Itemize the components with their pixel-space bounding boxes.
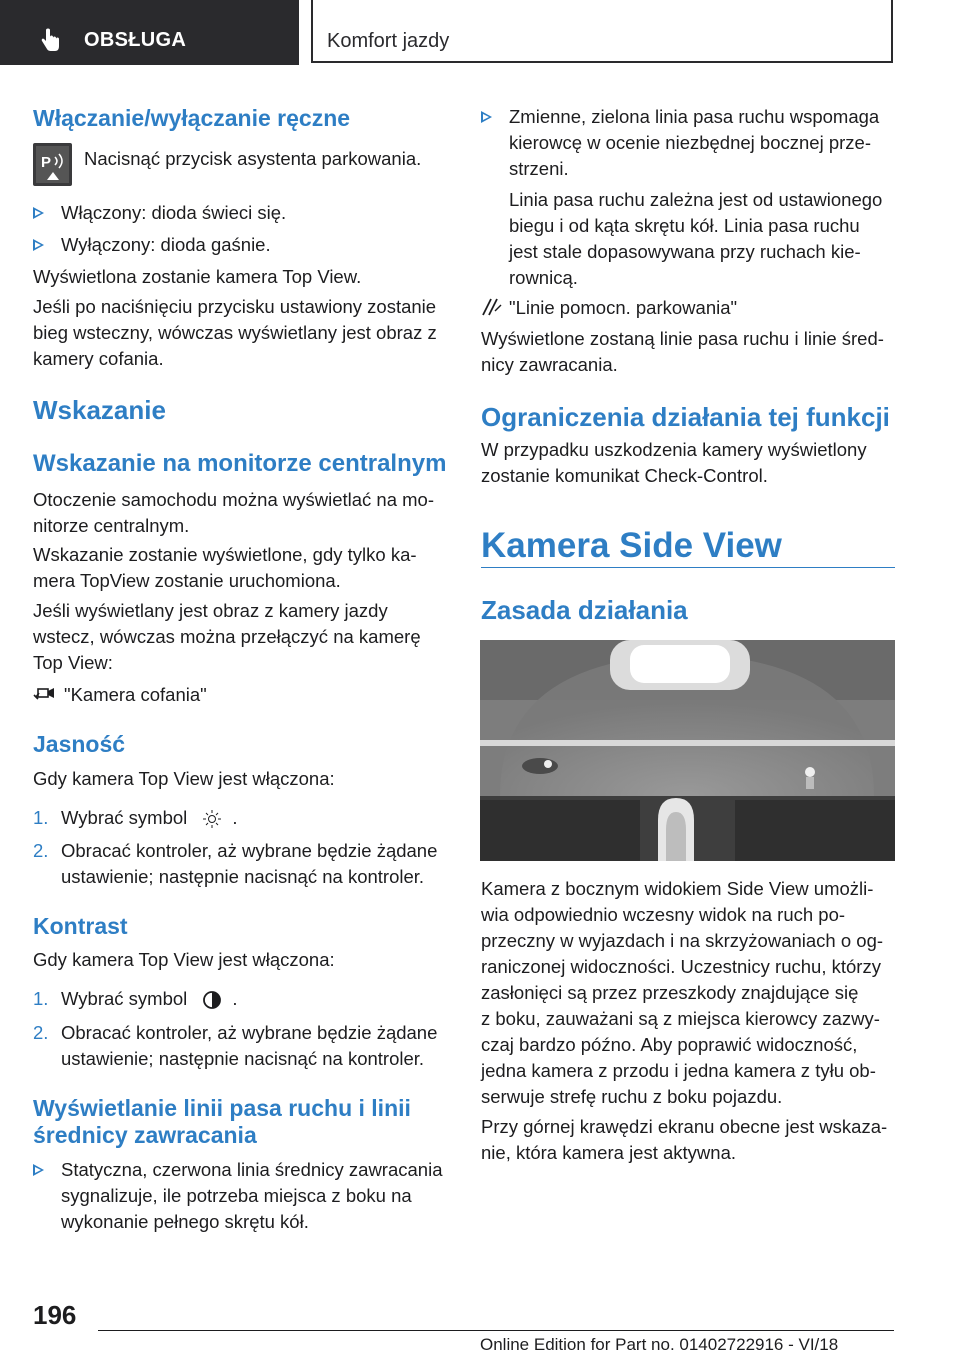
park-assist-button-icon bbox=[33, 143, 72, 186]
paragraph-lines: Wyświetlone zostaną linie pasa ruchu i linie śred- bbox=[481, 328, 884, 349]
list-item: 2. Obracać kontroler, aż wybrane będzie żądane bbox=[33, 840, 438, 861]
heading-contrast: Kontrast bbox=[33, 913, 128, 939]
footer-edition: Online Edition for Part no. 01402722916 - VI/18 bbox=[480, 1335, 839, 1354]
bullet-triangle-icon bbox=[481, 111, 492, 123]
bullet-continuation: wykonanie pełnego skrętu kół. bbox=[61, 1211, 309, 1232]
list-item: 2. Obracać kontroler, aż wybrane będzie żądane bbox=[33, 1022, 438, 1043]
list-item: Statyczna, czerwona linia średnicy zawracania bbox=[33, 1157, 481, 1183]
paragraph-active: Przy górnej krawędzi ekranu obecne jest wskaza- bbox=[481, 1116, 888, 1137]
header-chapter-box bbox=[311, 0, 893, 63]
paragraph-side-3: raniczonej widoczności. Uczestnicy ruchu, którzy bbox=[481, 956, 881, 977]
heading-manual: Włączanie/wyłączanie ręczne bbox=[33, 105, 351, 131]
bullet-continuation: strzeni. bbox=[509, 158, 569, 179]
menu-rear-camera: "Kamera cofania" bbox=[64, 684, 207, 705]
heading-lines-l1: Wyświetlanie linii pasa ruchu i linii bbox=[33, 1095, 411, 1121]
paragraph-side-4: zasłonięci są przez przeszkody znajdujące się bbox=[481, 982, 859, 1003]
svg-text:P: P bbox=[41, 154, 52, 171]
bullet-continuation: sygnalizuje, ile potrzeba miejsca z boku na bbox=[61, 1185, 412, 1206]
paragraph-side-6: czaj bardzo późno. Aby poprawić widoczność, bbox=[481, 1034, 858, 1055]
list-item: 1. Wybrać symbol . bbox=[33, 988, 238, 1009]
contrast-icon bbox=[192, 990, 232, 1010]
paragraph-env-l2: nitorze centralnym. bbox=[33, 515, 190, 536]
page-number: 196 bbox=[33, 1300, 77, 1330]
heading-lines-l2: średnicy zawracania bbox=[33, 1122, 257, 1148]
bullet-triangle-icon bbox=[33, 207, 44, 219]
side-view-camera-illustration bbox=[480, 640, 895, 861]
manual-text: Nacisnąć przycisk asystenta parkowania. bbox=[84, 148, 422, 169]
paragraph-green2: jest stale dopasowywana przy ruchach kie- bbox=[509, 241, 861, 262]
menu-parking-lines: "Linie pomocn. parkowania" bbox=[509, 297, 738, 318]
paragraph-shown-l1: Wskazanie zostanie wyświetlone, gdy tylko ka- bbox=[33, 544, 417, 565]
paragraph-limits: zostanie komunikat Check-Control. bbox=[481, 465, 768, 486]
footer-rule bbox=[98, 1330, 894, 1331]
sun-brightness-icon bbox=[192, 809, 232, 829]
paragraph-env-l1: Otoczenie samochodu można wyświetlać na mo- bbox=[33, 489, 435, 510]
list-item: Wyłączony: dioda gaśnie. bbox=[33, 232, 481, 258]
header-section-tab bbox=[0, 0, 299, 65]
paragraph-side-2: przeczny w wyjazdach i na skrzyżowaniach o og- bbox=[481, 930, 884, 951]
paragraph-active: nie, która kamera jest aktywna. bbox=[481, 1142, 736, 1163]
hand-icon bbox=[40, 28, 60, 52]
paragraph-green2: Linia pasa ruchu zależna jest od ustawionego bbox=[509, 189, 883, 210]
heading-display: Wskazanie bbox=[33, 395, 166, 425]
paragraph-limits: W przypadku uszkodzenia kamery wyświetlony bbox=[481, 439, 867, 460]
paragraph-side-5: z boku, zauważani są z miejsca kierowcy zazwy- bbox=[481, 1008, 880, 1029]
paragraph-reverse: Jeśli po naciśnięciu przycisku ustawiony zostanie bieg wsteczny, wówczas wyświetlany jest obraz z kamery cofania. bbox=[33, 296, 437, 369]
heading-display-monitor: Wskazanie na monitorze centralnym bbox=[33, 450, 447, 477]
parking-lines-icon bbox=[481, 297, 503, 317]
bullet-triangle-icon bbox=[33, 1164, 44, 1176]
paragraph-shown-l2: mera TopView zostanie uruchomiona. bbox=[33, 570, 341, 591]
paragraph-green2: rownicą. bbox=[509, 267, 578, 288]
chapter-label: Komfort jazdy bbox=[327, 30, 450, 52]
list-item: 1. Wybrać symbol . bbox=[33, 807, 238, 828]
paragraph-green2: biegu i od kąta skrętu kół. Linia pasa ruchu bbox=[509, 215, 860, 236]
paragraph-switch-l1: Jeśli wyświetlany jest obraz z kamery jazdy bbox=[33, 600, 388, 621]
list-item: Włączony: dioda świeci się. bbox=[33, 200, 481, 226]
step-continuation: ustawienie; następnie nacisnąć na kontroler. bbox=[61, 866, 425, 887]
paragraph-switch-l3: Top View: bbox=[33, 652, 113, 673]
rear-camera-icon bbox=[33, 683, 57, 703]
bullet-continuation: kierowcę w ocenie niezbędnej bocznej prze- bbox=[509, 132, 871, 153]
paragraph-side-8: serwuje strefę ruchu z boku pojazdu. bbox=[481, 1086, 783, 1107]
section-label: OBSŁUGA bbox=[84, 29, 187, 51]
paragraph-side-1: wia odpowiednio wczesny widok na ruch po- bbox=[481, 904, 846, 925]
paragraph-lines: nicy zawracania. bbox=[481, 354, 618, 375]
heading-side-view: Kamera Side View bbox=[481, 526, 782, 565]
paragraph-switch-l2: wstecz, wówczas można przełączyć na kamerę bbox=[33, 626, 421, 647]
paragraph-contrast: Gdy kamera Top View jest włączona: bbox=[33, 949, 335, 970]
heading-principle: Zasada działania bbox=[481, 595, 688, 625]
paragraph-topview: Wyświetlona zostanie kamera Top View. bbox=[33, 266, 362, 287]
heading-rule bbox=[481, 567, 895, 568]
paragraph-brightness: Gdy kamera Top View jest włączona: bbox=[33, 768, 335, 789]
heading-limits: Ograniczenia działania tej funkcji bbox=[481, 402, 890, 432]
left-column bbox=[33, 104, 453, 133]
heading-brightness: Jasność bbox=[33, 731, 126, 757]
paragraph-side-7: jedna kamera z przodu i jedna kamera z tyłu ob- bbox=[481, 1060, 876, 1081]
paragraph-side-0: Kamera z bocznym widokiem Side View umożli- bbox=[481, 878, 874, 899]
bullet-triangle-icon bbox=[33, 239, 44, 251]
list-item: Zmienne, zielona linia pasa ruchu wspomaga bbox=[481, 104, 929, 130]
step-continuation: ustawienie; następnie nacisnąć na kontroler. bbox=[61, 1048, 425, 1069]
